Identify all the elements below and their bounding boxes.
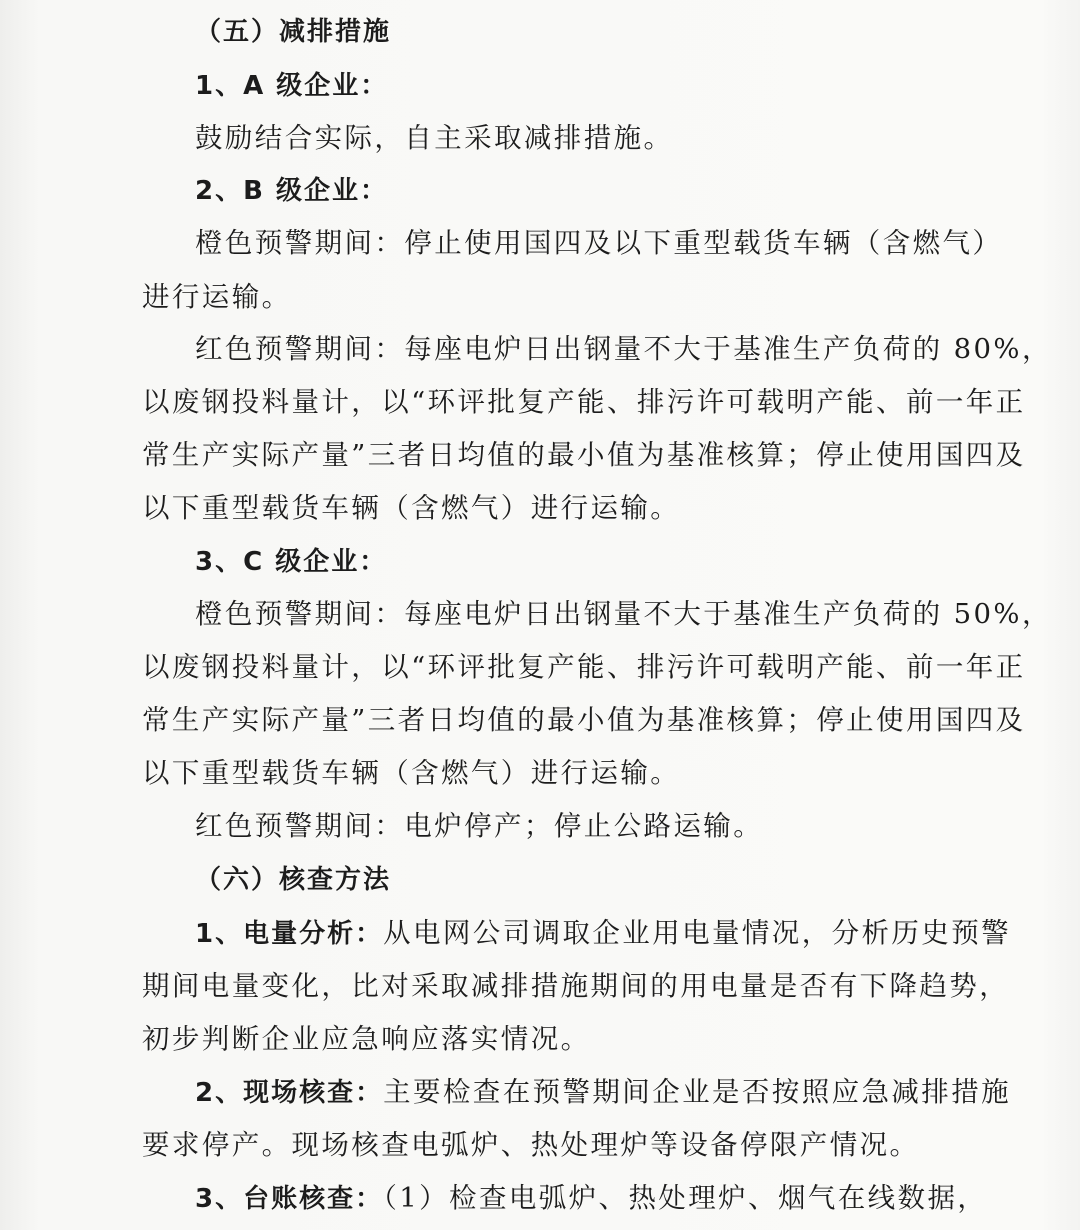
grade-c-orange-line-3: 常生产实际产量”三者日均值的最小值为基准核算；停止使用国四及: [142, 704, 1026, 736]
grade-c-orange-line-2: 以废钢投料量计，以“环评批复产能、排污许可载明产能、前一年正: [142, 651, 1026, 683]
method-1-line-3: 初步判断企业应急响应落实情况。: [142, 1023, 591, 1055]
method-3-label: 3、台账核查：: [195, 1184, 384, 1214]
grade-a-heading: 1、A 级企业：: [195, 71, 389, 101]
grade-c-red-text: 红色预警期间：电炉停产；停止公路运输。: [195, 810, 764, 842]
method-1-line-2: 期间电量变化，比对采取减排措施期间的用电量是否有下降趋势，: [142, 970, 1010, 1002]
method-1-line-1: [195, 907, 1011, 959]
grade-b-red-line-1: 红色预警期间：每座电炉日出钢量不大于基准生产负荷的 80%，: [195, 333, 1052, 365]
method-2-text: 主要检查在预警期间企业是否按照应急减排措施: [383, 1076, 1011, 1108]
method-1-label: 1、电量分析：: [195, 919, 384, 949]
grade-b-red-line-4: 以下重型载货车辆（含燃气）进行运输。: [142, 492, 681, 524]
method-1-text: 从电网公司调取企业用电量情况，分析历史预警: [383, 917, 1011, 949]
grade-c-orange-line-1: 橙色预警期间：每座电炉日出钢量不大于基准生产负荷的 50%，: [195, 598, 1052, 630]
grade-b-orange-line-2: 进行运输。: [142, 281, 292, 313]
grade-b-red-line-2: 以废钢投料量计，以“环评批复产能、排污许可载明产能、前一年正: [142, 386, 1026, 418]
method-2-label: 2、现场核查：: [195, 1078, 384, 1108]
section-heading-emission-measures: （五）减排措施: [195, 17, 392, 47]
grade-c-heading: 3、C 级企业：: [195, 547, 388, 577]
grade-a-text: 鼓励结合实际，自主采取减排措施。: [195, 122, 674, 154]
section-heading-verification-methods: （六）核查方法: [195, 865, 392, 895]
method-3-line-1: [195, 1172, 988, 1224]
grade-b-heading: 2、B 级企业：: [195, 176, 388, 206]
method-3-text: （1）检查电弧炉、热处理炉、烟气在线数据，: [383, 1182, 988, 1214]
method-2-line-2: 要求停产。现场核查电弧炉、热处理炉等设备停限产情况。: [142, 1129, 920, 1161]
method-2-line-1: [195, 1066, 1011, 1118]
grade-b-orange-line-1: 橙色预警期间：停止使用国四及以下重型载货车辆（含燃气）: [195, 227, 1003, 259]
grade-c-orange-line-4: 以下重型载货车辆（含燃气）进行运输。: [142, 757, 681, 789]
grade-b-red-line-3: 常生产实际产量”三者日均值的最小值为基准核算；停止使用国四及: [142, 439, 1026, 471]
